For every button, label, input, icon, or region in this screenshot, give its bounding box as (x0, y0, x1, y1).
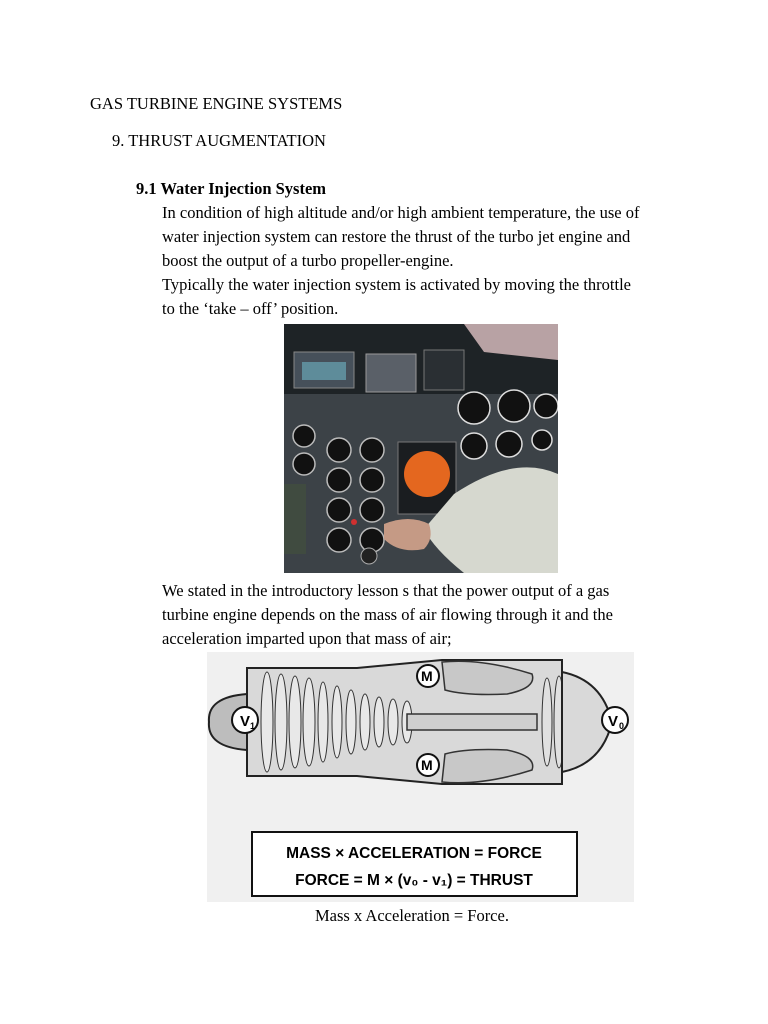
cockpit-photo (284, 324, 558, 573)
figure-caption: Mass x Acceleration = Force. (315, 906, 509, 925)
paragraph-line: water injection system can restore the thrust of the turbo jet engine and (162, 227, 631, 246)
mass-label-top: M (421, 668, 433, 684)
paragraph-line: Typically the water injection system is activated by moving the throttle (162, 275, 631, 294)
subsection-title: 9.1 Water Injection System (136, 179, 327, 198)
v0-label: V (608, 713, 619, 730)
paragraph-line: In condition of high altitude and/or high ambient temperature, the use of (162, 203, 640, 222)
paragraph-line: acceleration imparted upon that mass of air; (162, 629, 452, 648)
v1-label: V (240, 713, 251, 730)
equation-line-1: MASS × ACCELERATION = FORCE (286, 845, 542, 862)
paragraph-line: We stated in the introductory lesson s that the power output of a gas (162, 581, 610, 600)
mass-label-bottom: M (421, 757, 433, 773)
equation-line-2: FORCE = M × (v₀ - v₁) = THRUST (295, 872, 533, 889)
paragraph-line: to the ‘take – off’ position. (162, 299, 339, 318)
paragraph-line: turbine engine depends on the mass of air flowing through it and the (162, 605, 613, 624)
paragraph-line: boost the output of a turbo propeller-engine. (162, 251, 454, 270)
v1-subscript: 1 (250, 721, 256, 731)
document-heading: GAS TURBINE ENGINE SYSTEMS (90, 94, 343, 113)
engine-thrust-diagram (207, 652, 634, 902)
v0-subscript: 0 (619, 721, 625, 731)
section-title: 9. THRUST AUGMENTATION (112, 131, 326, 150)
